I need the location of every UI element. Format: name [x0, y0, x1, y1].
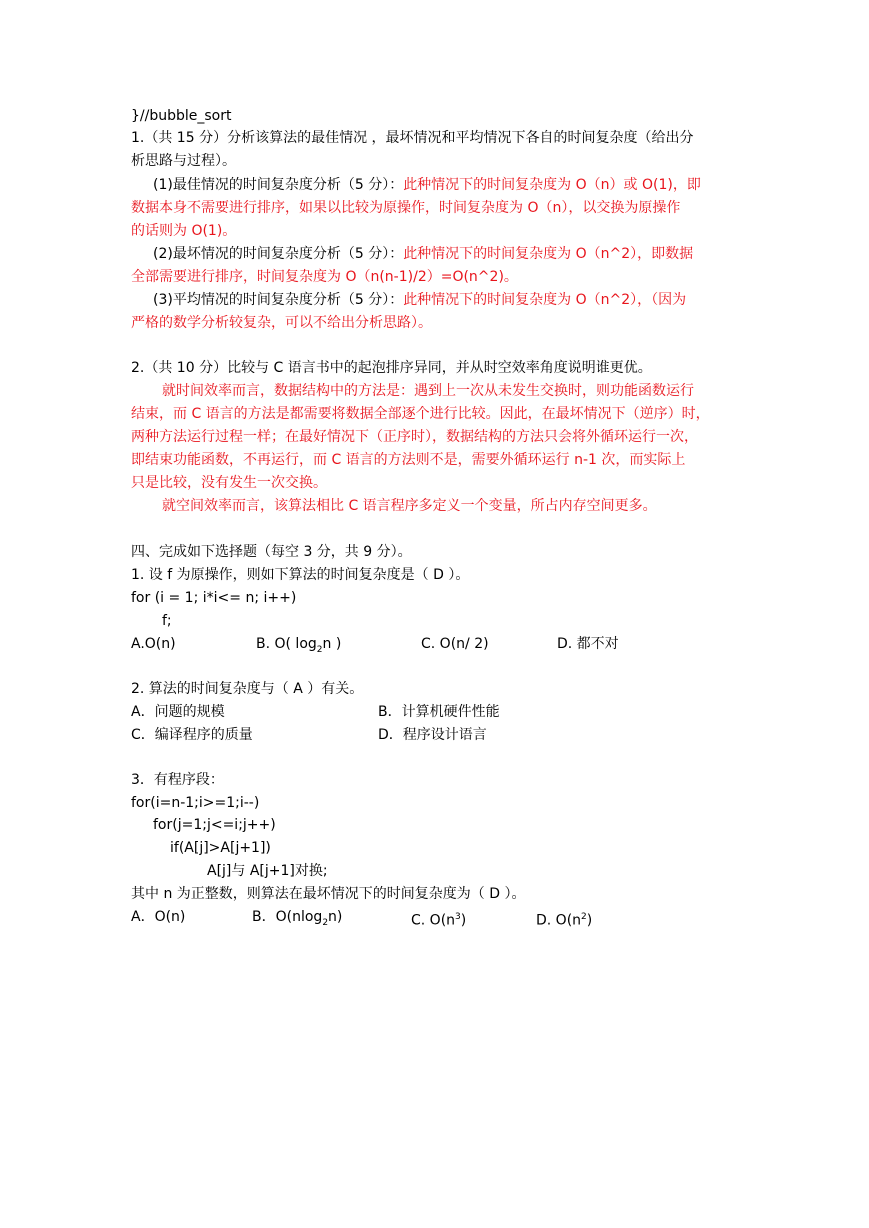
q2-answer-2: 结束，而 C 语言的方法是都需要将数据全部逐个进行比较。因此，在最坏情况下（逆序）时，: [131, 406, 710, 422]
mc1-option-c: C. O(n/ 2): [421, 636, 489, 652]
mc3-code-3: if(A[j]>A[j+1]): [170, 840, 271, 856]
q1-worst-answer-2: 全部需要进行排序，时间复杂度为 O（n(n-1)/2）=O(n^2)。: [131, 269, 518, 285]
q2-answer-5: 只是比较，没有发生一次交换。: [131, 475, 327, 491]
mc1-option-b-post: n ): [322, 636, 342, 652]
mc3-code-2: for(j=1;j<=i;j++): [153, 817, 276, 833]
mc3-option-b: [252, 907, 342, 933]
mc1-option-b: [256, 634, 341, 660]
mc2-stem-post: ）有关。: [302, 681, 364, 697]
mc3-option-c: [411, 907, 466, 931]
q1-best-answer-3: 的话则为 O(1)。: [131, 223, 237, 239]
mc3-question: [131, 884, 525, 906]
mc3-option-d-pre: D. O(n: [536, 912, 582, 929]
q2-answer-6: 就空间效率而言，该算法相比 C 语言程序多定义一个变量，所占内存空间更多。: [162, 498, 657, 514]
mc3-option-c-pre: C. O(n: [411, 912, 456, 929]
mc3-stem: 3．有程序段：: [131, 772, 224, 788]
mc3-question-pre: 其中 n 为正整数，则算法在最坏情况下的时间复杂度为（: [131, 886, 490, 902]
mc3-option-c-sup: 3: [455, 912, 461, 922]
q1-worst-line: [153, 244, 693, 266]
q1-worst-answer-1: 此种情况下的时间复杂度为 O（n^2），即数据: [403, 246, 694, 262]
mc1-answer: D: [433, 567, 444, 583]
q1-avg-label: (3)平均情况的时间复杂度分析（5 分）：: [153, 292, 404, 308]
q1-best-line: [153, 175, 701, 197]
q1-title-line-1: 1.（共 15 分）分析该算法的最佳情况 ，最坏情况和平均情况下各自的时间复杂度（给出分: [131, 130, 694, 146]
mc2-option-a: A．问题的规模: [131, 704, 225, 720]
q1-avg-answer-2: 严格的数学分析较复杂，可以不给出分析思路）。: [131, 315, 432, 331]
q1-best-label: (1)最佳情况的时间复杂度分析（5 分）：: [153, 177, 404, 193]
q1-worst-label: (2)最坏情况的时间复杂度分析（5 分）：: [153, 246, 404, 262]
mc1-code-1: for (i = 1; i*i<= n; i++): [131, 590, 297, 606]
mc1-option-b-pre: B. O( log: [256, 636, 317, 652]
q2-answer-3: 两种方法运行过程一样；在最好情况下（正序时），数据结构的方法只会将外循环运行一次，: [131, 429, 698, 445]
mc3-answer: D: [489, 886, 501, 902]
q2-answer-4: 即结束功能函数，不再运行，而 C 语言的方法则不是，需要外循环运行 n-1 次，而实际上: [131, 452, 686, 468]
mc2-stem-pre: 2. 算法的时间复杂度与（: [131, 681, 294, 697]
mc1-option-a: A.O(n): [131, 636, 176, 652]
mc2-answer: A: [293, 681, 303, 697]
q1-avg-answer-1: 此种情况下的时间复杂度为 O（n^2），（因为: [403, 292, 687, 308]
mc3-question-post: ）。: [500, 886, 526, 902]
mc3-option-b-pre: B．O(nlog: [252, 909, 323, 925]
mc2-option-d: D．程序设计语言: [378, 727, 487, 743]
mc3-option-b-sub: 2: [322, 917, 329, 928]
q2-answer-1: 就时间效率而言，数据结构中的方法是：遇到上一次从未发生交换时，则功能函数运行: [162, 383, 694, 399]
mc1-stem: [131, 565, 469, 587]
mc3-option-a: A．O(n): [131, 909, 186, 925]
mc1-option-b-sub: 2: [316, 644, 323, 655]
mc3-option-c-post: ): [460, 912, 467, 929]
q2-title: 2.（共 10 分）比较与 C 语言书中的起泡排序异同，并从时空效率角度说明谁更优。: [131, 360, 652, 376]
mc3-code-1: for(i=n-1;i>=1;i--): [131, 795, 260, 811]
q1-title-line-2: 析思路与过程）。: [131, 153, 236, 169]
mc2-option-c: C．编译程序的质量: [131, 727, 253, 743]
mc1-code-2: f;: [162, 613, 172, 629]
q1-avg-line: [153, 290, 686, 312]
q1-best-answer-2: 数据本身不需要进行排序，如果以比较为原操作，时间复杂度为 O（n），以交换为原操作: [131, 200, 681, 216]
mc3-option-d: [536, 907, 592, 931]
mc3-option-b-post: n): [328, 909, 343, 925]
mc1-option-d: D. 都不对: [557, 636, 619, 652]
q1-best-answer-1: 此种情况下的时间复杂度为 O（n）或 O(1)，即: [403, 177, 701, 193]
mc2-stem: [131, 679, 363, 701]
mc3-code-4: A[j]与 A[j+1]对换;: [207, 863, 328, 879]
mc1-stem-pre: 1. 设 f 为原操作，则如下算法的时间复杂度是（: [131, 567, 434, 583]
code-end-line: }//bubble_sort: [131, 108, 232, 124]
mc3-option-d-post: ): [586, 912, 593, 929]
mc1-stem-post: ）。: [443, 567, 470, 583]
mc3-option-d-sup: 2: [581, 912, 587, 922]
section4-heading: 四、完成如下选择题（每空 3 分，共 9 分）。: [131, 544, 412, 560]
mc2-option-b: B．计算机硬件性能: [378, 704, 500, 720]
